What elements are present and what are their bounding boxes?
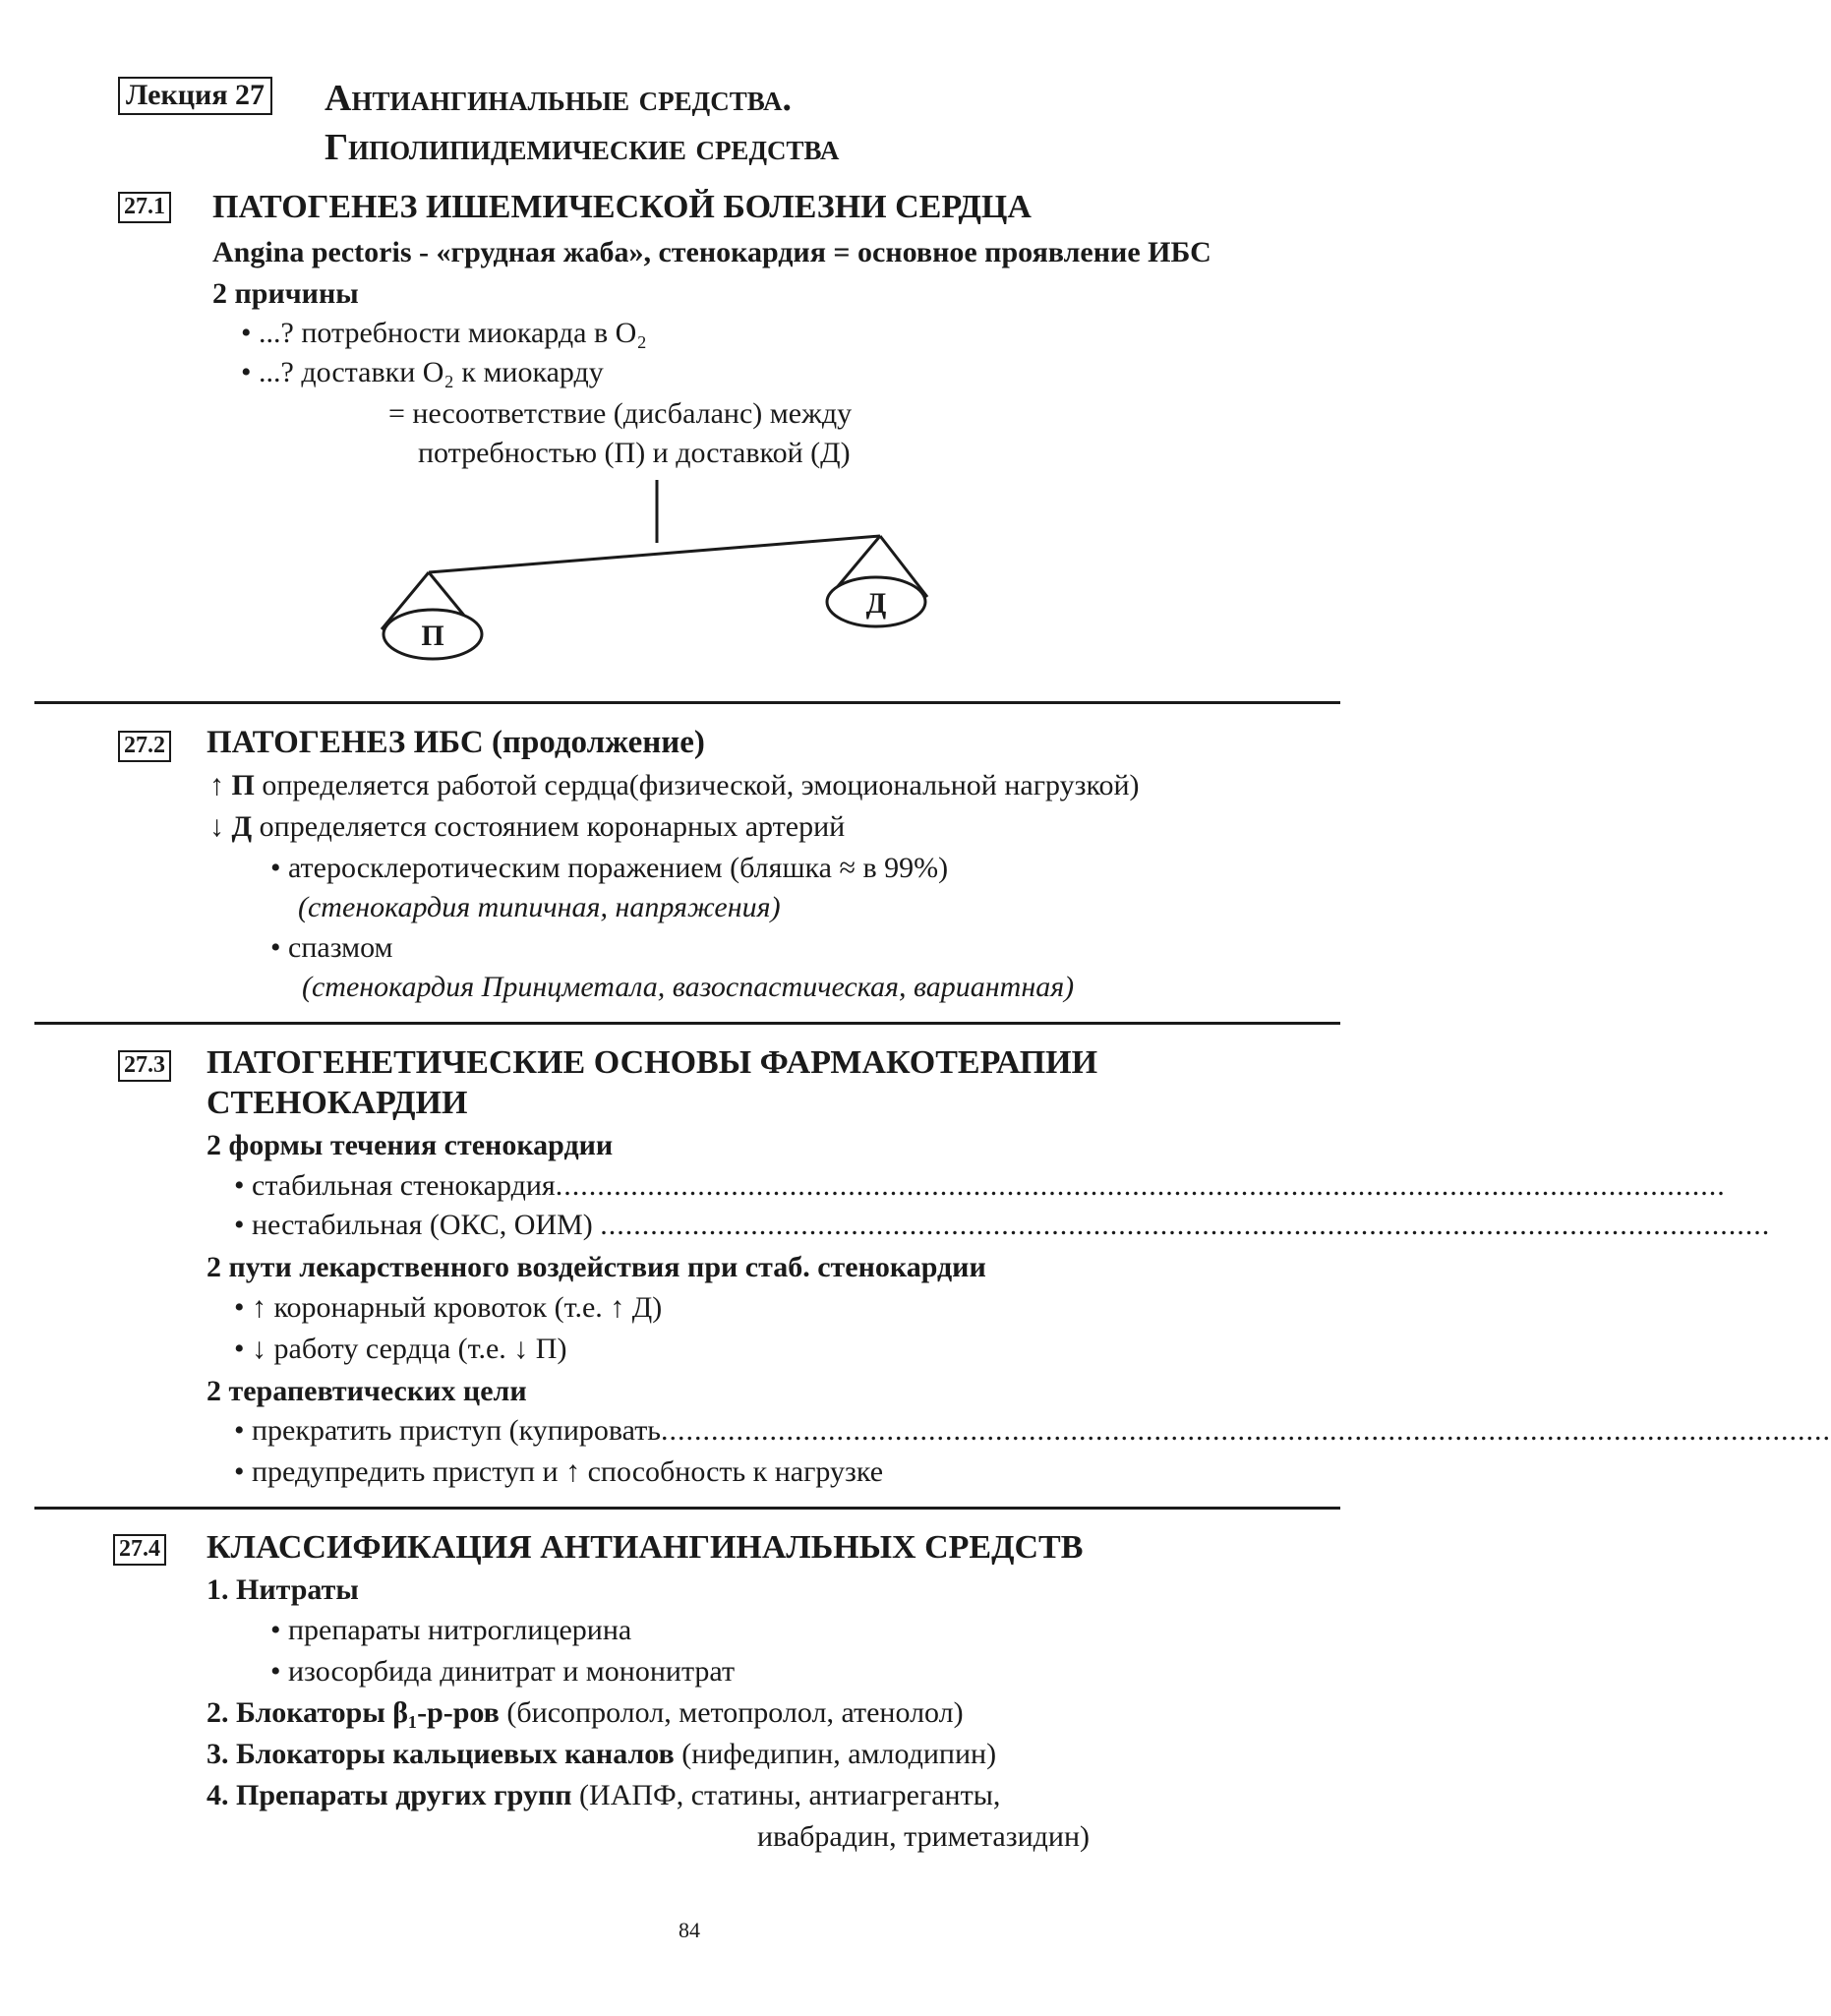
class-2-beta-blockers — [207, 1696, 964, 1730]
dotted-leader: ............................................................................................................................................ — [555, 1169, 1726, 1202]
section-27-2-title: ПАТОГЕНЕЗ ИБС (продолжение) — [207, 725, 705, 760]
therapy-goals-heading: 2 терапевтических цели — [207, 1375, 527, 1407]
calcium-blockers-examples: (нифедипин, амлодипин) — [674, 1738, 997, 1770]
section-27-3-title-line2: СТЕНОКАРДИИ — [207, 1085, 468, 1121]
atherosclerosis-bullet: • атеросклеротическим поражением (бляшка ≈ в 99%) — [270, 852, 949, 884]
typical-angina-note: (стенокардия типичная, напряжения) — [298, 891, 781, 923]
isosorbide-item: • изосорбида динитрат и мононитрат — [270, 1655, 736, 1688]
prinzmetal-angina-note: (стенокардия Принцметала, вазоспастическая, вариантная) — [302, 971, 1075, 1003]
scale-beam — [429, 536, 880, 572]
other-groups-label: 4. Препараты других групп — [207, 1779, 572, 1811]
course-forms-heading: 2 формы течения стенокардии — [207, 1129, 614, 1161]
stop-attack-text: • прекратить приступ (купировать — [234, 1414, 661, 1447]
left-pan-label: П — [421, 620, 444, 652]
cause-1-text: ...? потребности миокарда в O₂ — [259, 317, 647, 349]
p-up-label: ↑ П — [209, 769, 255, 801]
mismatch-line-1: = несоответствие (дисбаланс) между — [388, 397, 853, 430]
page-number: 84 — [679, 1918, 700, 1942]
balance-scale-diagram — [364, 472, 954, 683]
heart-work-item: • ↓ работу сердца (т.е. ↓ П) — [234, 1333, 567, 1365]
cause-2-text: ...? доставки O₂ к миокарду — [259, 356, 604, 388]
lecture-title-line1: Антиангинальные средства. — [325, 78, 793, 119]
class-4-other-groups — [207, 1779, 1000, 1812]
two-causes-heading: 2 причины — [212, 277, 359, 310]
other-groups-examples: (ИАПФ, статины, антиагреганты, — [571, 1779, 1001, 1811]
cause-bullet-1: • ...? потребности миокарда в O₂ — [241, 317, 647, 349]
section-number: 27.4 — [113, 1534, 166, 1566]
beta-blockers-examples: (бисопролол, метопролол, атенолол) — [499, 1696, 964, 1729]
drug-pathways-heading: 2 пути лекарственного воздействия при стаб. стенокардии — [207, 1251, 986, 1283]
d-down-label: ↓ Д — [209, 810, 253, 843]
mismatch-line-2: потребностью (П) и доставкой (Д) — [418, 437, 851, 469]
nitroglycerin-item: • препараты нитроглицерина — [270, 1614, 632, 1646]
section-number: 27.3 — [118, 1050, 171, 1082]
other-groups-continuation: ивабрадин, триметазидин) — [757, 1820, 1090, 1853]
divider-2 — [34, 1022, 1340, 1025]
prevent-attack-item: • предупредить приступ и ↑ способность к нагрузке — [234, 1455, 884, 1488]
angina-definition: Angina pectoris - «грудная жаба», стенокардия = основное проявление ИБС — [212, 236, 1211, 268]
section-number: 27.2 — [118, 731, 171, 762]
stop-attack-item — [234, 1414, 1831, 1448]
coronary-flow-item: • ↑ коронарный кровоток (т.е. ↑ Д) — [234, 1291, 663, 1324]
beta-blockers-label: 2. Блокаторы β₁-р-ров — [207, 1696, 500, 1729]
spasm-bullet: • спазмом — [270, 931, 393, 964]
p-determination-line — [209, 769, 1140, 802]
section-27-4-number — [113, 1534, 166, 1566]
section-27-1-number — [118, 192, 171, 223]
class-3-calcium-blockers — [207, 1738, 996, 1771]
section-27-1-title: ПАТОГЕНЕЗ ИШЕМИЧЕСКОЙ БОЛЕЗНИ СЕРДЦА — [212, 189, 1032, 225]
lecture-title-line2: Гиполипидемические средства — [325, 127, 840, 168]
unstable-angina-item — [234, 1209, 1771, 1242]
dotted-leader: ............................................................................................................................................ — [661, 1414, 1831, 1447]
class-1-nitrates: 1. Нитраты — [207, 1573, 359, 1606]
section-27-3-number — [118, 1050, 171, 1082]
section-27-3-title-line1: ПАТОГЕНЕТИЧЕСКИЕ ОСНОВЫ ФАРМАКОТЕРАПИИ — [207, 1044, 1098, 1081]
lecture-label-box — [118, 77, 272, 115]
stable-angina-text: • стабильная стенокардия — [234, 1169, 556, 1202]
cause-bullet-2: • ...? доставки O₂ к миокарду — [241, 356, 604, 388]
lecture-label: Лекция 27 — [118, 77, 272, 115]
p-up-text: определяется работой сердца(физической, эмоциональной нагрузкой) — [254, 769, 1140, 801]
section-27-2-number — [118, 731, 171, 762]
section-27-4-title: КЛАССИФИКАЦИЯ АНТИАНГИНАЛЬНЫХ СРЕДСТВ — [207, 1529, 1084, 1566]
section-number: 27.1 — [118, 192, 171, 223]
stable-angina-item — [234, 1169, 1726, 1203]
right-pan-label: Д — [865, 587, 887, 620]
d-down-text: определяется состоянием коронарных артерий — [252, 810, 846, 843]
divider-1 — [34, 701, 1340, 704]
d-determination-line — [209, 810, 845, 844]
divider-3 — [34, 1507, 1340, 1510]
calcium-blockers-label: 3. Блокаторы кальциевых каналов — [207, 1738, 675, 1770]
unstable-angina-text: • нестабильная (ОКС, ОИМ) — [234, 1209, 601, 1241]
dotted-leader: ............................................................................................................................................ — [600, 1209, 1771, 1241]
